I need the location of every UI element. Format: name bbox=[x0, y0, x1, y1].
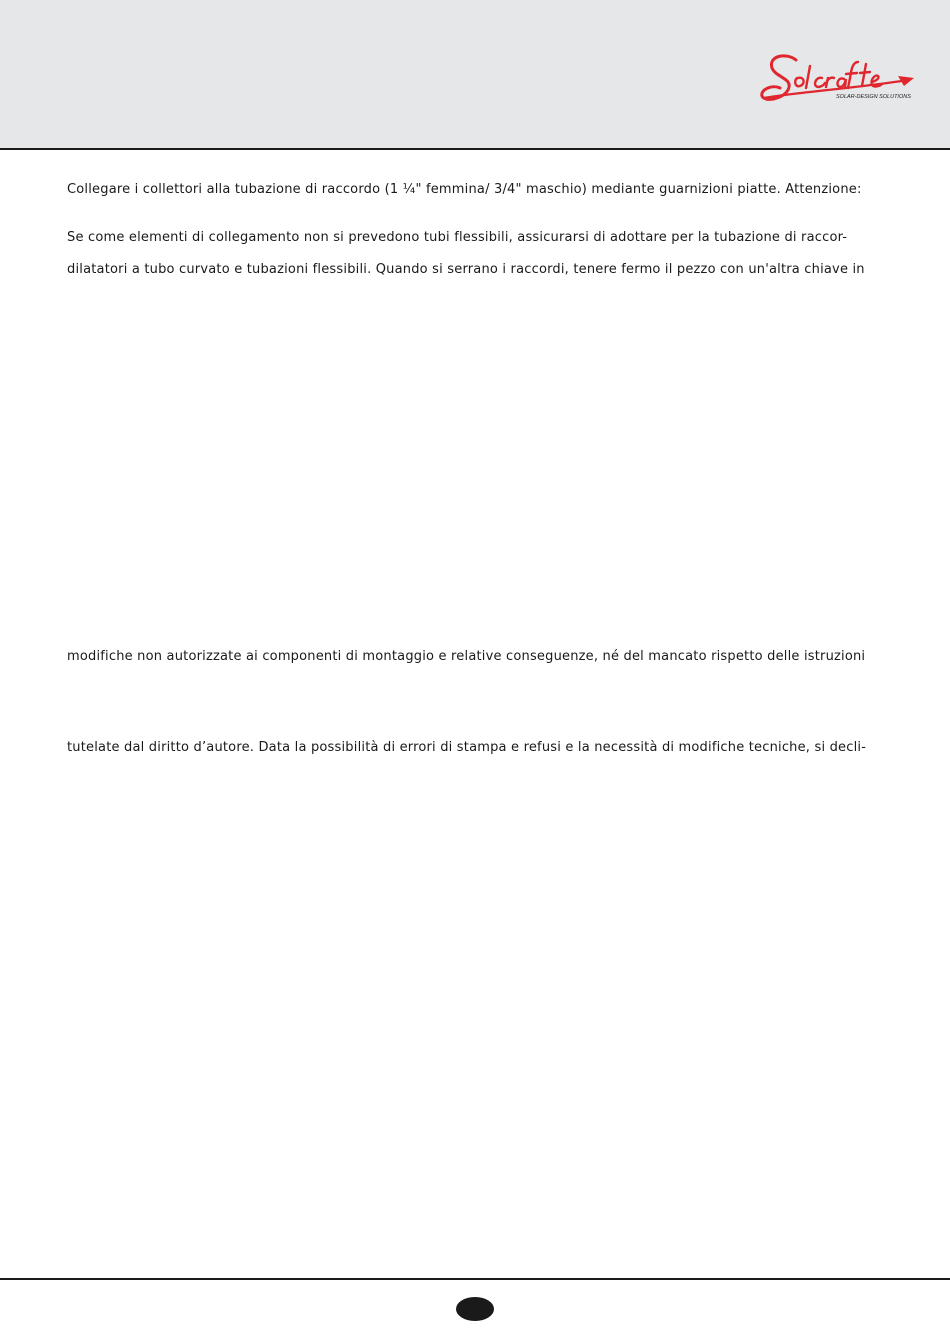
paragraph-line-5: tutelate dal diritto d’autore. Data la possibilità di errori di stampa e refusi e la necessità di modifiche tecniche, si decli- bbox=[67, 740, 867, 755]
header-divider bbox=[0, 148, 950, 150]
page-number-badge bbox=[456, 1297, 494, 1321]
solcrafte-logo bbox=[758, 48, 918, 108]
paragraph-line-1: Collegare i collettori alla tubazione di raccordo (1 ¼" femmina/ 3/4" maschio) mediante guarnizioni piatte. Attenzione: bbox=[67, 182, 862, 197]
paragraph-line-2: Se come elementi di collegamento non si prevedono tubi flessibili, assicurarsi di adottare per la tubazione di raccor- bbox=[67, 230, 848, 245]
footer-divider bbox=[0, 1278, 950, 1280]
paragraph-line-4: modifiche non autorizzate ai componenti di montaggio e relative conseguenze, né del mancato rispetto delle istruzioni bbox=[67, 649, 866, 664]
page-header bbox=[0, 0, 950, 149]
logo-tagline: SOLAR-DESIGN SOLUTIONS bbox=[836, 94, 911, 100]
paragraph-line-3: dilatatori a tubo curvato e tubazioni flessibili. Quando si serrano i raccordi, tenere fermo il pezzo con un'altra chiave in bbox=[67, 262, 865, 277]
